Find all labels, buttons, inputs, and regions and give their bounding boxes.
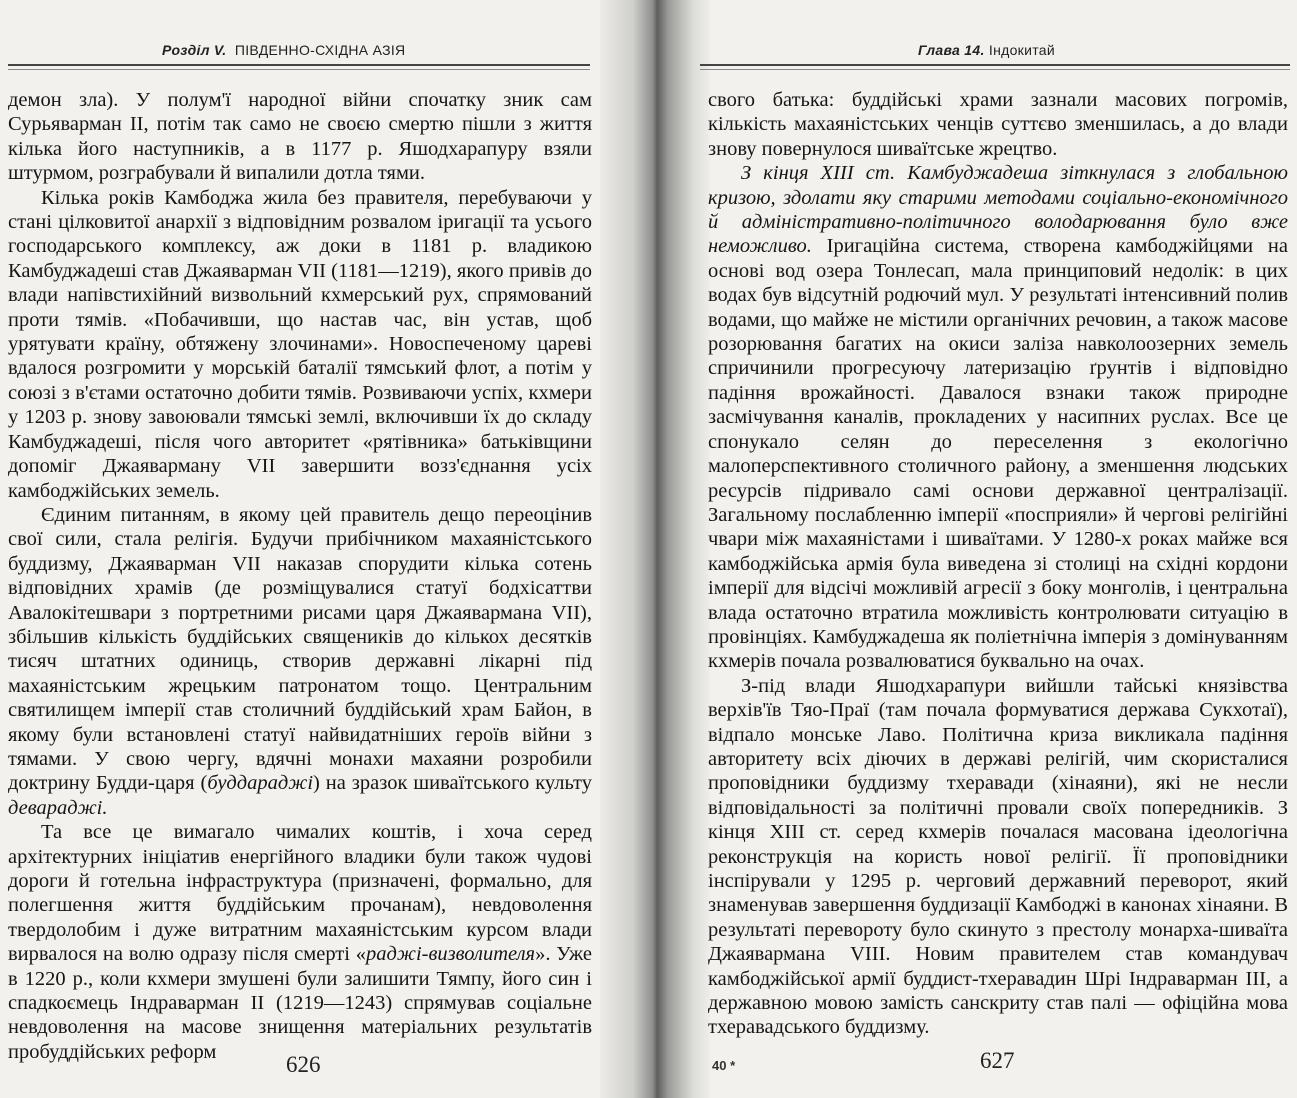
running-header-right (918, 42, 1055, 58)
header-section: Глава 14. (918, 42, 985, 58)
page-number-left: 626 (286, 1052, 321, 1077)
header-rule (8, 64, 590, 70)
paragraph: Єдиним питанням, в якому цей правитель дещо переоцінив свої сили, стала релігія. Будучи прибічником махаяністського буддизму, Джаяварман VII наказав спорудити кілька сотень відповідних храмів (де розміщувалися статуї бодхісаттви Авалокітешвари з портретними рисами царя Джаявармана VII), збільшив кількість буддійських священиків до кількох десятків тисяч штатних одиниць, створив державні лікарні під махаяністським жрецьким патронатом тощо. Центральним святилищем імперії став столичний буддійський храм Байон, в якому були встановлені статуї найвидатніших героїв війни з тямами. У свою чергу, вдячні монахи махаяни розробили доктрину Будди-царя (буддараджі) на зразок шиваїтського культу девараджі. (8, 503, 592, 819)
header-title: ПІВДЕННО-СХІДНА АЗІЯ (234, 42, 406, 58)
header-section: Розділ V. (162, 42, 227, 58)
paragraph: З-під влади Яшодхарапури вийшли тайські князівства верхів'їв Тяо-Праї (там почала формуватися держава Сукхотаї), відпало монське Лаво. Політична криза викликала падіння авторитету всіх діючих в державі релігій, чим скористалися проповідники буддизму тхеравади (хінаяни), які не несли відповідальності за політичні провали своїх попередників. З кінця XIII ст. серед кхмерів почалася масована ідеологічна реконструкція на користь нової релігії. Її проповідники інспірували у 1295 р. черговий державний переворот, який знаменував завершення буддизації Камбоджі в канонах хінаяни. В результаті перевороту було скинуто з престолу монарха-шиваїта Джаявармана VIII. Новим правителем став командувач камбоджійської армії буддист-тхеравадин Шрі Індраварман III, а державною мовою замість санскриту став палі — офіційна мова тхеравадського буддизму. (708, 674, 1288, 1039)
paragraph: Кілька років Камбоджа жила без правителя, перебуваючи у стані цілковитої анархії з відповідним розвалом іригації та усього господарського комплексу, аж доки в 1181 р. владикою Камбуджадеші став Джаяварман VII (1181—1219), якого привів до влади напівстихійний визвольний кхмерський рух, спрямований проти тямів. «Побачивши, що настав час, він устав, щоб урятувати країну, обтяжену злочинами». Новоспеченому цареві вдалося розгромити у морській баталії тямський флот, а потім у союзі з в'єтами остаточно добити тямів. Розвиваючи успіх, кхмери у 1203 р. знову завоювали тямські землі, включивши їх до складу Камбуджадеші, після чого авторитет «рятівника» батьківщини допоміг Джаяварману VII завершити возз'єднання усіх камбоджійських земель. (8, 186, 592, 502)
signature-mark: 40 * (712, 1058, 736, 1073)
right-page (700, 0, 1297, 1098)
header-title: Індокитай (988, 42, 1055, 58)
running-header-left (162, 42, 405, 58)
paragraph: демон зла). У полум'ї народної війни спочатку зник сам Сурьяварман II, потім так само не своєю смертю пішли з життя кілька його наступників, а в 1177 р. Яшодхарапуру взяли штурмом, розграбували й випалили дотла тями. (8, 89, 592, 185)
paragraph: Та все це вимагало чималих коштів, і хоча серед архітектурних ініціатив енергійного владики були також чудові дороги й готельна інфраструктура (призначені, формально, для полегшення життя буддійським прочанам), невдоволення твердолобим і дуже витратним махаяністським курсом влади вирвалося на волю одразу після смерті «раджі-визволителя». Уже в 1220 р., коли кхмери змушені були залишити Тямпу, його син і спадкоємець Індраварман II (1219—1243) спрямував соціальне невдоволення на масове знищення матеріальних результатів пробуддійських реформ (8, 821, 592, 1063)
body-text-right (708, 88, 1288, 1040)
paragraph: свого батька: буддійські храми зазнали масових погромів, кількість махаяністських ченців суттєво зменшилась, а до влади знову повернулося шиваїтське жрецтво. (708, 89, 1288, 160)
paragraph: З кінця XIII ст. Камбуджадеша зіткнулася з глобальною кризою, здолати яку старими методами соціально-економічного й адміністративно-політичного володарювання було вже неможливо. Іригаційна система, створена камбоджійцями на основі вод озера Тонлесап, мала принциповий недолік: в цих водах був відсутній родючий мул. У результаті інтенсивний полив водами, що майже не містили органічних речовин, а також масове розорювання багатих на окиси заліза навколоозерних земель спричинили прогресуючу латеризацію ґрунтів і відповідно падіння врожайності. Давалося взнаки також природне засмічування каналів, прокладених у насипних руслах. Все це спонукало селян до переселення з екологічно малоперспективного столичного району, а зменшення людських ресурсів підривало самі основи державної централізації. Загальному послабленню імперії «посприяли» й чергові релігійні чвари між махаяністами і шиваїтами. У 1280-х роках майже вся камбоджійська армія була виведена зі столиці на східні кордони імперії для відсічі можливій агресії з боку монголів, і центральна влада остаточно втратила можливість контролювати ситуацію в провінціях. Камбуджадеша як поліетнічна імперія з домінуванням кхмерів почала розвалюватися буквально на очах. (708, 162, 1288, 673)
header-rule (700, 64, 1290, 70)
body-text-left (8, 88, 592, 1064)
left-page (0, 0, 600, 1098)
page-number-right: 627 (980, 1048, 1015, 1073)
book-gutter (600, 0, 710, 1098)
